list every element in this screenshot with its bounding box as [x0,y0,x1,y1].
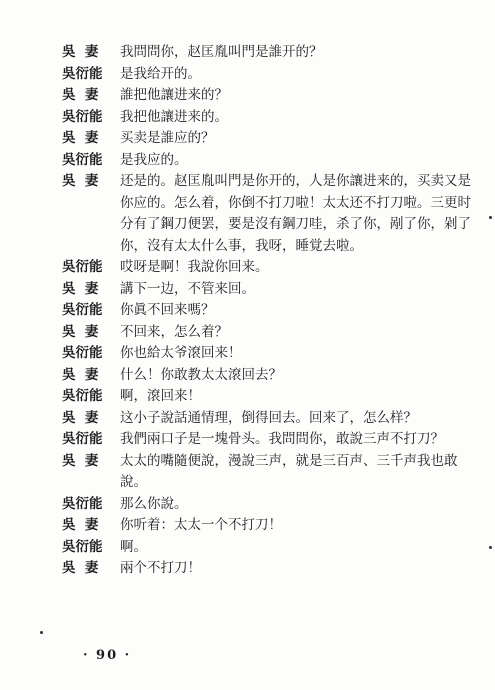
dialogue-text: 什么！你敢教太太滾回去？ [120,366,282,383]
dialogue-text: 講下一边，不管来回。 [120,280,255,297]
dialogue-text: 是我给开的。 [120,65,201,82]
speaker-name: 吳衍能 [62,302,103,318]
speaker-name: 吳衍能 [62,65,103,82]
dialogue-text: 誰把他讓进来的？ [120,87,228,103]
speaker-name: 吳衍能 [62,151,103,168]
dialogue-line [62,365,482,387]
speaker-name: 吳衍能 [62,538,103,555]
dialogue-text: 那么你說。 [120,495,188,512]
ink-speck [489,546,492,549]
dialogue-line [62,386,482,408]
speaker-name: 吳 妻 [62,409,99,426]
dialogue-line [62,343,482,365]
dialogue-line [62,494,482,516]
dialogue-line [62,429,482,451]
dialogue-line [62,451,482,494]
dialogue-text: 啊。 [120,538,147,555]
speaker-name: 吳 妻 [62,517,99,533]
dialogue-line [62,515,482,537]
speaker-name: 吳 妻 [62,130,99,146]
page-number: · 90 · [83,648,132,663]
dialogue-text: 不回来，怎么着？ [120,323,228,340]
dialogue-text: 太太的嘴隨便說，漫說三声，就是三百声、三千声我也敢說。 [120,452,458,490]
speaker-name: 吳 妻 [62,452,99,469]
dialogue-text: 你眞不回来嗎？ [120,302,215,318]
dialogue-text: 这小子說話通情理，倒得回去。回来了，怎么样？ [120,409,417,426]
speaker-name: 吳 妻 [62,173,99,189]
dialogue-line [62,171,482,257]
dialogue-line [62,322,482,344]
ink-speck [40,631,43,634]
speaker-name: 吳 妻 [62,44,99,60]
dialogue-line [62,85,482,107]
dialogue-line [62,64,482,86]
dialogue-text: 还是的。赵匡胤叫門是你开的，人是你讓进来的，买卖又是你应的。怎么着，你倒不打刀啦！太太还不打刀啦。三更时分有了鋼刀便罢，要是沒有鋼刀哇，杀了你，剐了你，剁了你，沒有太太什么事，我呀，睡覚去啦。 [120,173,471,254]
dialogue-line [62,107,482,129]
dialogue-line [62,279,482,301]
dialogue-line [62,42,482,64]
dialogue-text: 你也給太爷滾回来！ [120,345,242,361]
dialogue-line [62,150,482,172]
dialogue-text: 是我应的。 [120,151,188,168]
speaker-name: 吳 妻 [62,366,99,383]
speaker-name: 吳 妻 [62,323,99,340]
speaker-name: 吳衍能 [62,388,103,404]
speaker-name: 吳衍能 [62,108,103,125]
dialogue-text: 买卖是誰应的？ [120,130,215,146]
dialogue-text: 我問問你，赵匡胤叫門是誰开的？ [120,44,323,60]
speaker-name: 吳 妻 [62,87,99,103]
speaker-name: 吳衍能 [62,495,103,512]
dialogue-text: 我們兩口子是一塊骨头。我問問你，敢說三声不打刀？ [120,431,444,447]
ink-speck [489,216,492,219]
dialogue-line [62,128,482,150]
speaker-name: 吳衍能 [62,431,103,447]
dialogue-text: 哎呀是啊！我說你回来。 [120,259,269,275]
speaker-name: 吳衍能 [62,345,103,361]
dialogue-text: 我把他讓进来的。 [120,108,228,125]
dialogue-line [62,257,482,279]
speaker-name: 吳衍能 [62,259,103,275]
dialogue-text: 你听着：太太一个不打刀！ [120,517,282,533]
dialogue-line [62,300,482,322]
speaker-name: 吳 妻 [62,560,99,576]
dialogue-text: 啊，滾回来！ [120,388,201,404]
dialogue-text: 兩个不打刀！ [120,560,201,576]
dialogue-list [62,42,482,580]
dialogue-line [62,558,482,580]
dialogue-line [62,537,482,559]
speaker-name: 吳 妻 [62,280,99,297]
dialogue-line [62,408,482,430]
